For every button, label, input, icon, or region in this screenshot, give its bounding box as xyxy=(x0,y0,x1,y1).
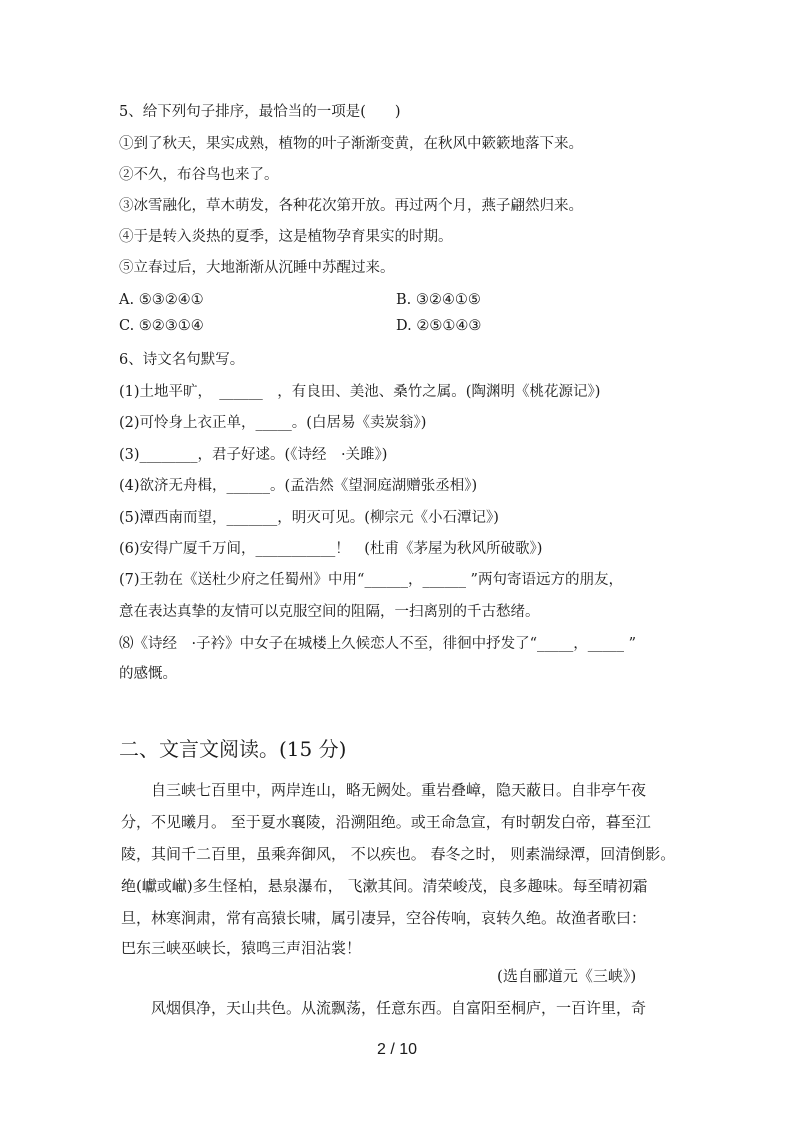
q5-sentence-2: ②不久，布谷鸟也来了。 xyxy=(119,167,279,183)
q6-item-4: (4)欲济无舟楫，______。(孟浩然《望洞庭湖赠张丞相》) xyxy=(119,478,478,494)
q6-item-3: (3)________，君子好逑。(《诗经 ·关雎》) xyxy=(119,447,388,463)
passage-line-3: 陵，其间千二百里，虽乘奔御风， 不以疾也。 春冬之时， 则素湍绿潭，回清倒影。 xyxy=(121,845,676,863)
q5-sentence-4: ④于是转入炎热的夏季，这是植物孕育果实的时期。 xyxy=(119,229,453,245)
q6-item-7-cont: 意在表达真挚的友情可以克服空间的阻隔，一扫离别的千古愁绪。 xyxy=(119,604,540,620)
passage-source: (选自郦道元《三峡》) xyxy=(497,967,637,985)
q5-sentence-5: ⑤立春过后，大地渐渐从沉睡中苏醒过来。 xyxy=(119,260,395,276)
passage-line-4: 绝(巘或𪩘)多生怪柏，悬泉瀑布， 飞漱其间。清荣峻茂，良多趣味。每至晴初霜 xyxy=(121,877,648,895)
q5-option-a: A. ⑤③②④① xyxy=(119,292,204,308)
q6-item-6: (6)安得广厦千万间，___________！ (杜甫《茅屋为秋风所破歌》) xyxy=(119,541,543,557)
passage-line-1: 自三峡七百里中，两岸连山，略无阙处。重岩叠嶂，隐天蔽日。自非亭午夜 xyxy=(121,781,647,799)
q6-item-5: (5)潭西南而望，_______，明灭可见。(柳宗元《小石潭记》) xyxy=(119,510,499,526)
section-heading: 二、文言文阅读。(15 分) xyxy=(119,737,347,761)
q5-option-c: C. ⑤②③①④ xyxy=(119,318,204,334)
passage-line-5: 旦，林寒涧肃，常有高猿长啸，属引凄异，空谷传响，哀转久绝。故渔者歌曰： xyxy=(121,909,647,927)
page-number: 2 / 10 xyxy=(376,1041,418,1058)
q6-item-7: (7)王勃在《送杜少府之任蜀州》中用“______，______ ”两句寄语远方的朋友， xyxy=(119,572,623,588)
passage-line-2: 分，不见曦月。 至于夏水襄陵，沿溯阻绝。或王命急宣，有时朝发白帝，暮至江 xyxy=(121,813,651,831)
q6-item-2: (2)可怜身上衣正单，_____。(白居易《卖炭翁》) xyxy=(119,415,427,431)
q5-option-b: B. ③②④①⑤ xyxy=(396,292,481,308)
q6-item-8-cont: 的感慨。 xyxy=(119,666,177,682)
q5-title: 5、给下列句子排序，最恰当的一项是( ) xyxy=(119,104,401,120)
q6-title: 6、诗文名句默写。 xyxy=(119,352,245,368)
q5-sentence-1: ①到了秋天，果实成熟，植物的叶子渐渐变黄，在秋风中簌簌地落下来。 xyxy=(119,136,583,152)
q6-item-8: ⑻《诗经 ·子衿》中女子在城楼上久候恋人不至，徘徊中抒发了“_____，_____ ” xyxy=(119,636,637,652)
q5-option-d: D. ②⑤①④③ xyxy=(396,318,482,334)
next-passage-line: 风烟俱净，天山共色。从流飘荡，任意东西。自富阳至桐庐，一百许里，奇 xyxy=(121,999,647,1017)
q5-sentence-3: ③冰雪融化，草木萌发，各种花次第开放。再过两个月，燕子翩然归来。 xyxy=(119,198,583,214)
q6-item-1: (1)土地平旷， ______ ，有良田、美池、桑竹之属。(陶渊明《桃花源记》) xyxy=(119,384,601,400)
passage-line-6: 巴东三峡巫峡长，猿鸣三声泪沾裳！ xyxy=(121,939,362,957)
